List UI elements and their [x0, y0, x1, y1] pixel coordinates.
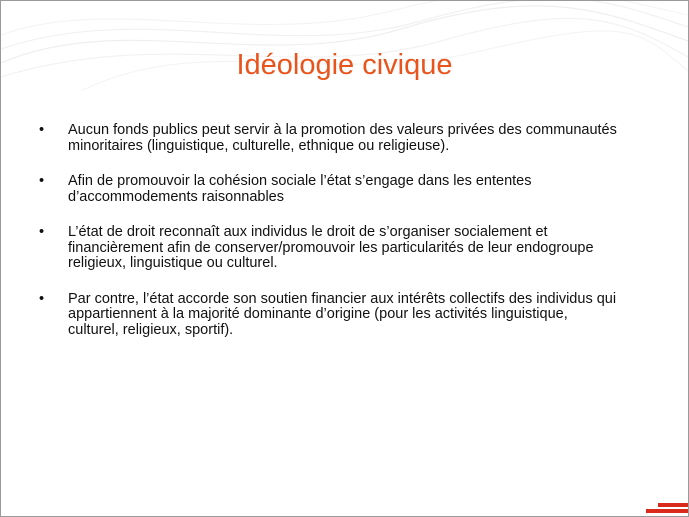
bullet-text-line: financièrement afin de conserver/promouvoir les particularités de leur endogroupe [68, 239, 594, 256]
bullet-text-line: minoritaires (linguistique, culturelle, ethnique ou religieuse). [68, 137, 450, 154]
bullet-list [39, 123, 659, 358]
bullet-icon: • [39, 290, 45, 307]
bullet-text-line: d’accommodements raisonnables [68, 188, 284, 205]
list-item [39, 292, 659, 339]
bullet-icon: • [39, 173, 45, 189]
list-item [39, 174, 659, 205]
bullet-text-line: culturel, religieux, sportif). [68, 321, 234, 338]
slide-title: Idéologie civique [236, 49, 453, 81]
bullet-text-line: Par contre, l’état accorde son soutien financier aux intérêts collectifs des individus qui [68, 290, 617, 307]
corner-accent-bar-top [658, 503, 688, 507]
bullet-text-line: religieux, linguistique ou culturel. [68, 255, 278, 271]
bullet-text-line: Afin de promouvoir la cohésion sociale l’état s’engage dans les ententes [68, 173, 532, 189]
list-item [39, 123, 659, 154]
bullet-text-line: Aucun fonds publics peut servir à la promotion des valeurs privées des communautés [68, 122, 617, 138]
bullet-icon: • [39, 224, 45, 240]
bullet-text-line: appartiennent à la majorité dominante d’origine (pour les activités linguistique, [68, 306, 568, 322]
list-item [39, 225, 659, 272]
bullet-text-line: L’état de droit reconnaît aux individus le droit de s’organiser socialement et [68, 224, 548, 240]
bullet-icon: • [39, 122, 45, 138]
corner-accent-bar-bottom [646, 509, 688, 513]
